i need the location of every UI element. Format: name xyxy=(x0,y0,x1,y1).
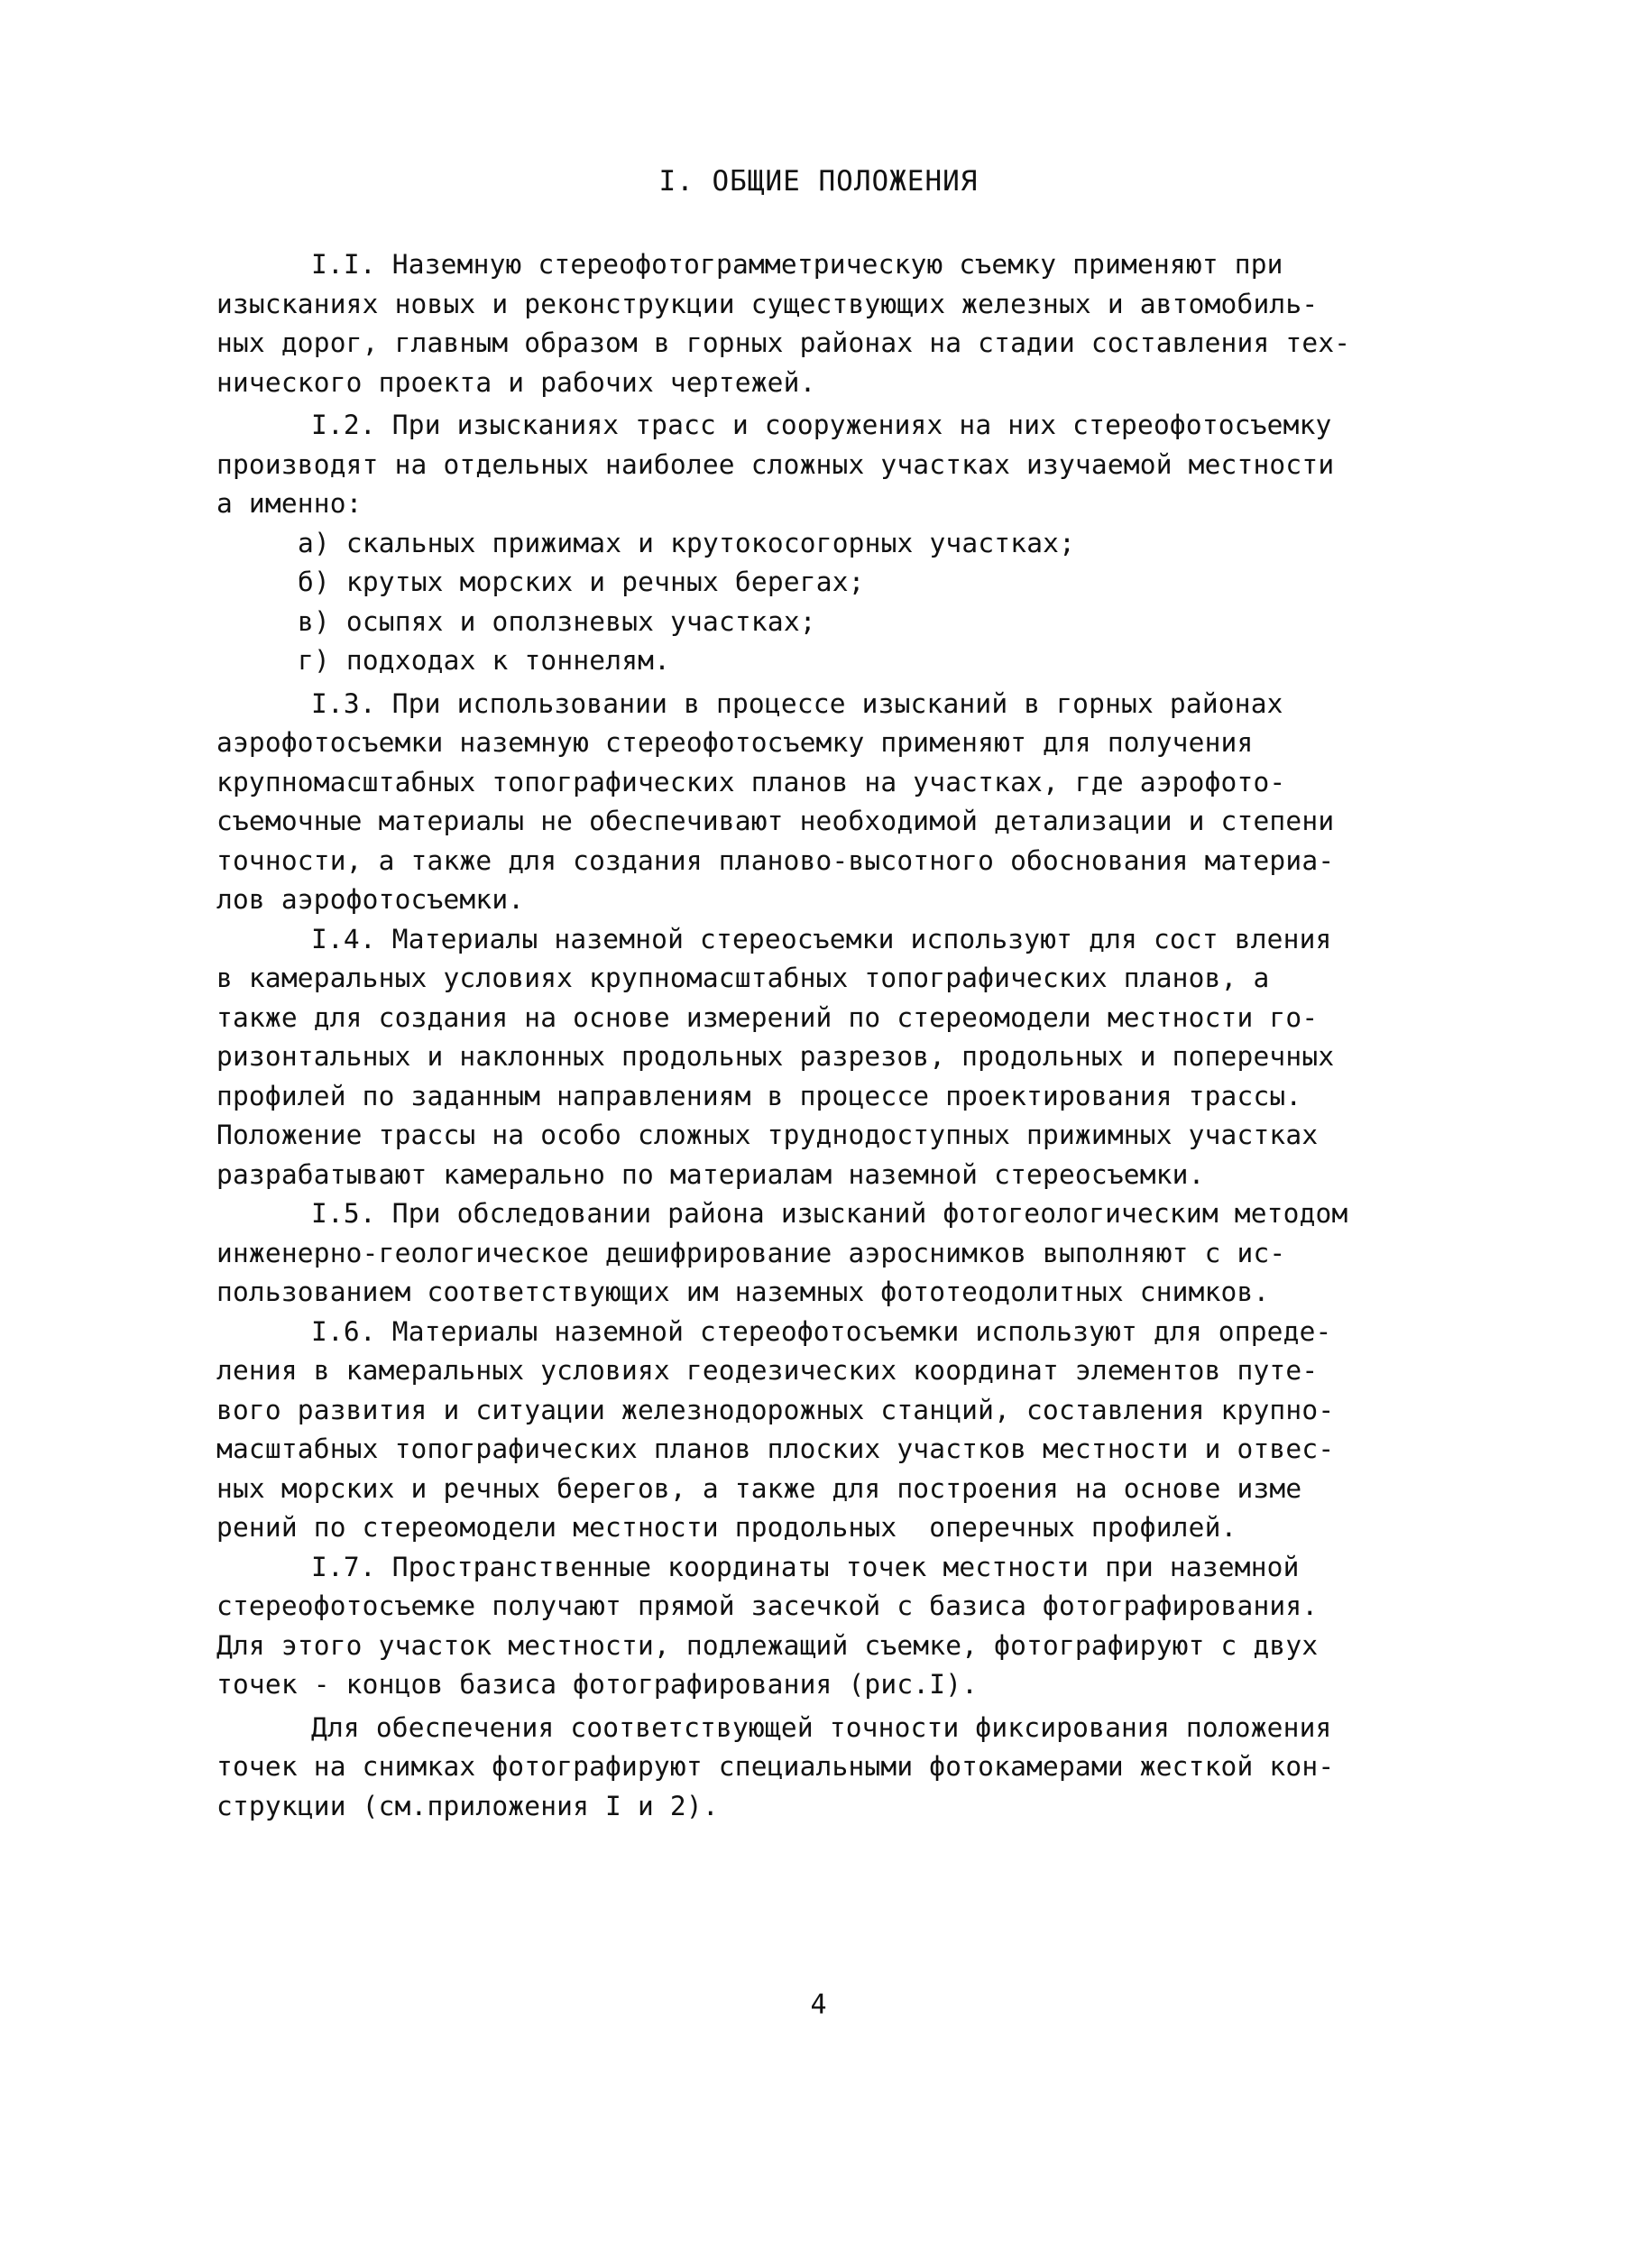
paragraph-1-5 xyxy=(216,1194,1479,1313)
text-line: I.5. При обследовании района изысканий фотогеологическим методом xyxy=(311,1198,1348,1229)
text-line: I.7. Пространственные координаты точек местности при наземной xyxy=(311,1551,1300,1582)
text-line: точности, а также для создания планово-высотного обоснования материа- xyxy=(216,844,1335,876)
text-line: I.I. Наземную стереофотограмметрическую съемку применяют при xyxy=(311,249,1283,280)
text-line: струкции (см.приложения I и 2). xyxy=(216,1790,719,1821)
page-number: 4 xyxy=(810,1989,827,2021)
paragraph-1-1 xyxy=(216,245,1479,402)
text-line: изысканиях новых и реконструкции существующих железных и автомобиль- xyxy=(216,288,1319,319)
paragraph-1-6 xyxy=(216,1313,1479,1548)
text-line: вого развития и ситуации железнодорожных станций, составления крупно- xyxy=(216,1394,1335,1425)
text-line: профилей по заданным направлениям в процессе проектирования трассы. xyxy=(216,1080,1302,1111)
text-line: ных дорог, главным образом в горных районах на стадии составления тех- xyxy=(216,327,1351,358)
text-line: точек на снимках фотографируют специальными фотокамерами жесткой кон- xyxy=(216,1751,1335,1782)
text-line: ризонтальных и наклонных продольных разрезов, продольных и поперечных xyxy=(216,1041,1335,1072)
text-line: аэрофотосъемки наземную стереофотосъемку применяют для получения xyxy=(216,727,1254,758)
text-line: лов аэрофотосъемки. xyxy=(216,884,525,915)
list-item: а) скальных прижимах и крутокосогорных участках; xyxy=(298,527,1076,558)
paragraph-1-7 xyxy=(216,1548,1479,1705)
text-line: I.4. Материалы наземной стереосъемки используют для сост вления xyxy=(311,923,1332,954)
text-line: нического проекта и рабочих чертежей. xyxy=(216,366,816,398)
text-line: ных морских и речных берегов, а также для построения на основе изме xyxy=(216,1472,1302,1504)
text-line: рений по стереомодели местности продольных оперечных профилей. xyxy=(216,1512,1237,1543)
text-line: также для создания на основе измерений по стереомодели местности го- xyxy=(216,1001,1319,1033)
list-item: б) крутых морских и речных берегах; xyxy=(298,567,865,597)
list-item: г) подходах к тоннелям. xyxy=(298,645,671,676)
text-line: ления в камеральных условиях геодезических координат элементов путе- xyxy=(216,1355,1319,1386)
text-line: Для этого участок местности, подлежащий съемке, фотографируют с двух xyxy=(216,1629,1319,1661)
text-line: инженерно-геологическое дешифрирование аэроснимков выполняют с ис- xyxy=(216,1237,1286,1268)
text-line: пользованием соответствующих им наземных фототеодолитных снимков. xyxy=(216,1277,1270,1307)
text-line: Для обеспечения соответствующей точности фиксирования положения xyxy=(311,1711,1332,1743)
text-line: в камеральных условиях крупномасштабных топографических планов, а xyxy=(216,963,1270,993)
text-line: крупномасштабных топографических планов на участках, где аэрофото- xyxy=(216,766,1286,797)
paragraph-1-2 xyxy=(216,406,1479,524)
text-line: стереофотосъемке получают прямой засечкой с базиса фотографирования. xyxy=(216,1590,1319,1621)
text-line: масштабных топографических планов плоских участков местности и отвес- xyxy=(216,1434,1335,1464)
text-line: производят на отдельных наиболее сложных участках изучаемой местности xyxy=(216,448,1335,480)
text-line: I.6. Материалы наземной стереофотосъемки используют для опреде- xyxy=(311,1315,1332,1347)
text-line: I.3. При использовании в процессе изысканий в горных районах xyxy=(311,687,1283,719)
body-text xyxy=(216,245,1479,1826)
text-line: разрабатывают камерально по материалам наземной стереосъемки. xyxy=(216,1158,1205,1190)
text-line: точек - концов базиса фотографирования (рис.I). xyxy=(216,1669,979,1700)
site-type-list xyxy=(216,524,1479,681)
paragraph-precision xyxy=(216,1709,1479,1827)
paragraph-1-3 xyxy=(216,685,1479,920)
text-line: съемочные материалы не обеспечивают необходимой детализации и степени xyxy=(216,806,1335,836)
paragraph-1-4 xyxy=(216,920,1479,1195)
text-line: а именно: xyxy=(216,488,363,519)
section-heading: I. ОБЩИЕ ПОЛОЖЕНИЯ xyxy=(658,165,979,198)
text-line: Положение трассы на особо сложных труднодоступных прижимных участках xyxy=(216,1120,1319,1150)
list-item: в) осыпях и оползневых участках; xyxy=(298,605,816,637)
text-line: I.2. При изысканиях трасс и сооружениях на них стереофотосъемку xyxy=(311,410,1332,440)
